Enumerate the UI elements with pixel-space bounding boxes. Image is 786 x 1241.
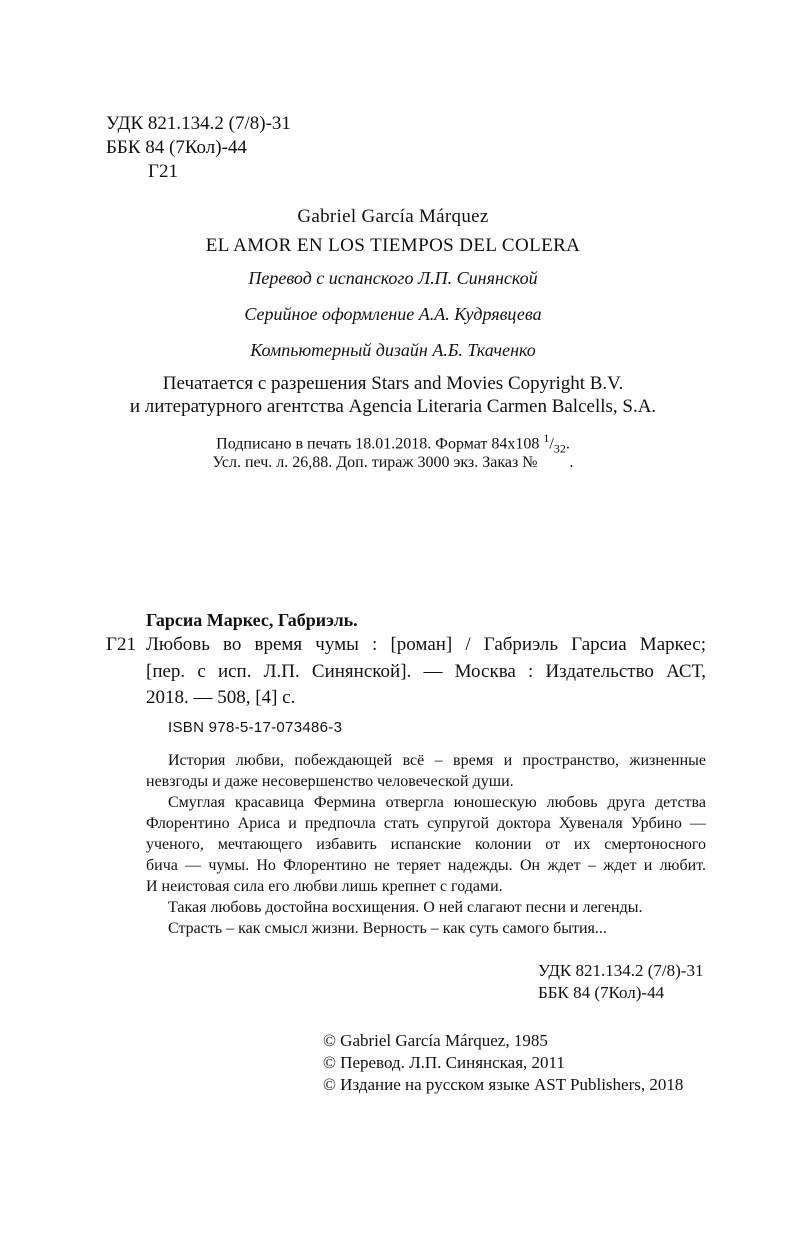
catalog-line-1: Любовь во время чумы : [роман] / Габриэль Гарсиа Маркес; [146, 634, 706, 655]
annotation-p3-line-1: Такая любовь достойна восхищения. О ней слагают песни и легенды. [168, 899, 643, 916]
bbk-code-top: ББК 84 (7Кол)-44 [106, 137, 247, 158]
isbn: ISBN 978-5-17-073486-3 [168, 719, 343, 736]
author-mark-top: Г21 [148, 161, 178, 182]
original-author: Gabriel García Márquez [297, 206, 489, 227]
annotation-p3-line-2: Страсть – как смысл жизни. Верность – как суть самого бытия... [168, 920, 607, 937]
print-info-end: . [565, 435, 570, 453]
permission-line-1: Печатается с разрешения Stars and Movies Copyright B.V. [162, 373, 624, 394]
bbk-code-bottom: ББК 84 (7Кол)-44 [538, 983, 665, 1002]
catalog-heading: Гарсиа Маркес, Габриэль. [146, 610, 358, 630]
format-numerator: 1 [543, 431, 550, 445]
annotation-p1-line-2: невзгоды и даже несовершенство человеческой души. [146, 773, 514, 790]
print-info-text: Подписано в печать 18.01.2018. Формат 84x108 [216, 435, 544, 453]
annotation-p2-line-4: бича — чумы. Но Флорентино не теряет надежды. Он ждет – ждет и любит. [146, 857, 706, 874]
udk-code-top: УДК 821.134.2 (7/8)-31 [106, 113, 291, 134]
translation-credit: Перевод с испанского Л.П. Синянской [248, 268, 538, 288]
series-design-credit: Серийное оформление А.А. Кудрявцева [244, 304, 542, 324]
annotation-p2-line-2: Флорентино Ариса и предпочла стать супругой доктора Хувеналя Урбино — [146, 815, 706, 832]
copyright-line-1: © Gabriel García Márquez, 1985 [323, 1031, 548, 1050]
print-info-line-1: Подписано в печать 18.01.2018. Формат 84x108 $^1/_{32}$. [216, 431, 570, 456]
udk-code-bottom: УДК 821.134.2 (7/8)-31 [538, 961, 704, 980]
format-denominator: 32 [553, 441, 566, 456]
catalog-author-mark: Г21 [106, 634, 136, 655]
annotation-p2-line-3: ученого, мечтающего избавить испанские колонии от их смертоносного [146, 836, 706, 853]
permission-line-2: и литературного агентства Agencia Literaria Carmen Balcells, S.A. [129, 396, 657, 417]
print-info-line-2: Усл. печ. л. 26,88. Доп. тираж 3000 экз. Заказ № . [212, 454, 574, 471]
annotation-p1-line-1: История любви, побеждающей всё – время и пространство, жизненные [168, 752, 706, 769]
original-title: EL AMOR EN LOS TIEMPOS DEL COLERA [205, 235, 581, 256]
copyright-line-2: © Перевод. Л.П. Синянская, 2011 [323, 1053, 565, 1072]
copyright-line-3: © Издание на русском языке AST Publishers, 2018 [323, 1075, 684, 1094]
catalog-line-3: 2018. — 508, [4] с. [146, 687, 296, 708]
annotation-p2-line-1: Смуглая красавица Фермина отвергла юношескую любовь друга детства [168, 794, 706, 811]
computer-design-credit: Компьютерный дизайн А.Б. Ткаченко [250, 340, 536, 360]
catalog-line-2: [пер. с исп. Л.П. Синянской]. — Москва : Издательство АСТ, [146, 661, 706, 682]
annotation-p2-line-5: И неистовая сила его любви лишь крепнет с годами. [146, 878, 503, 895]
